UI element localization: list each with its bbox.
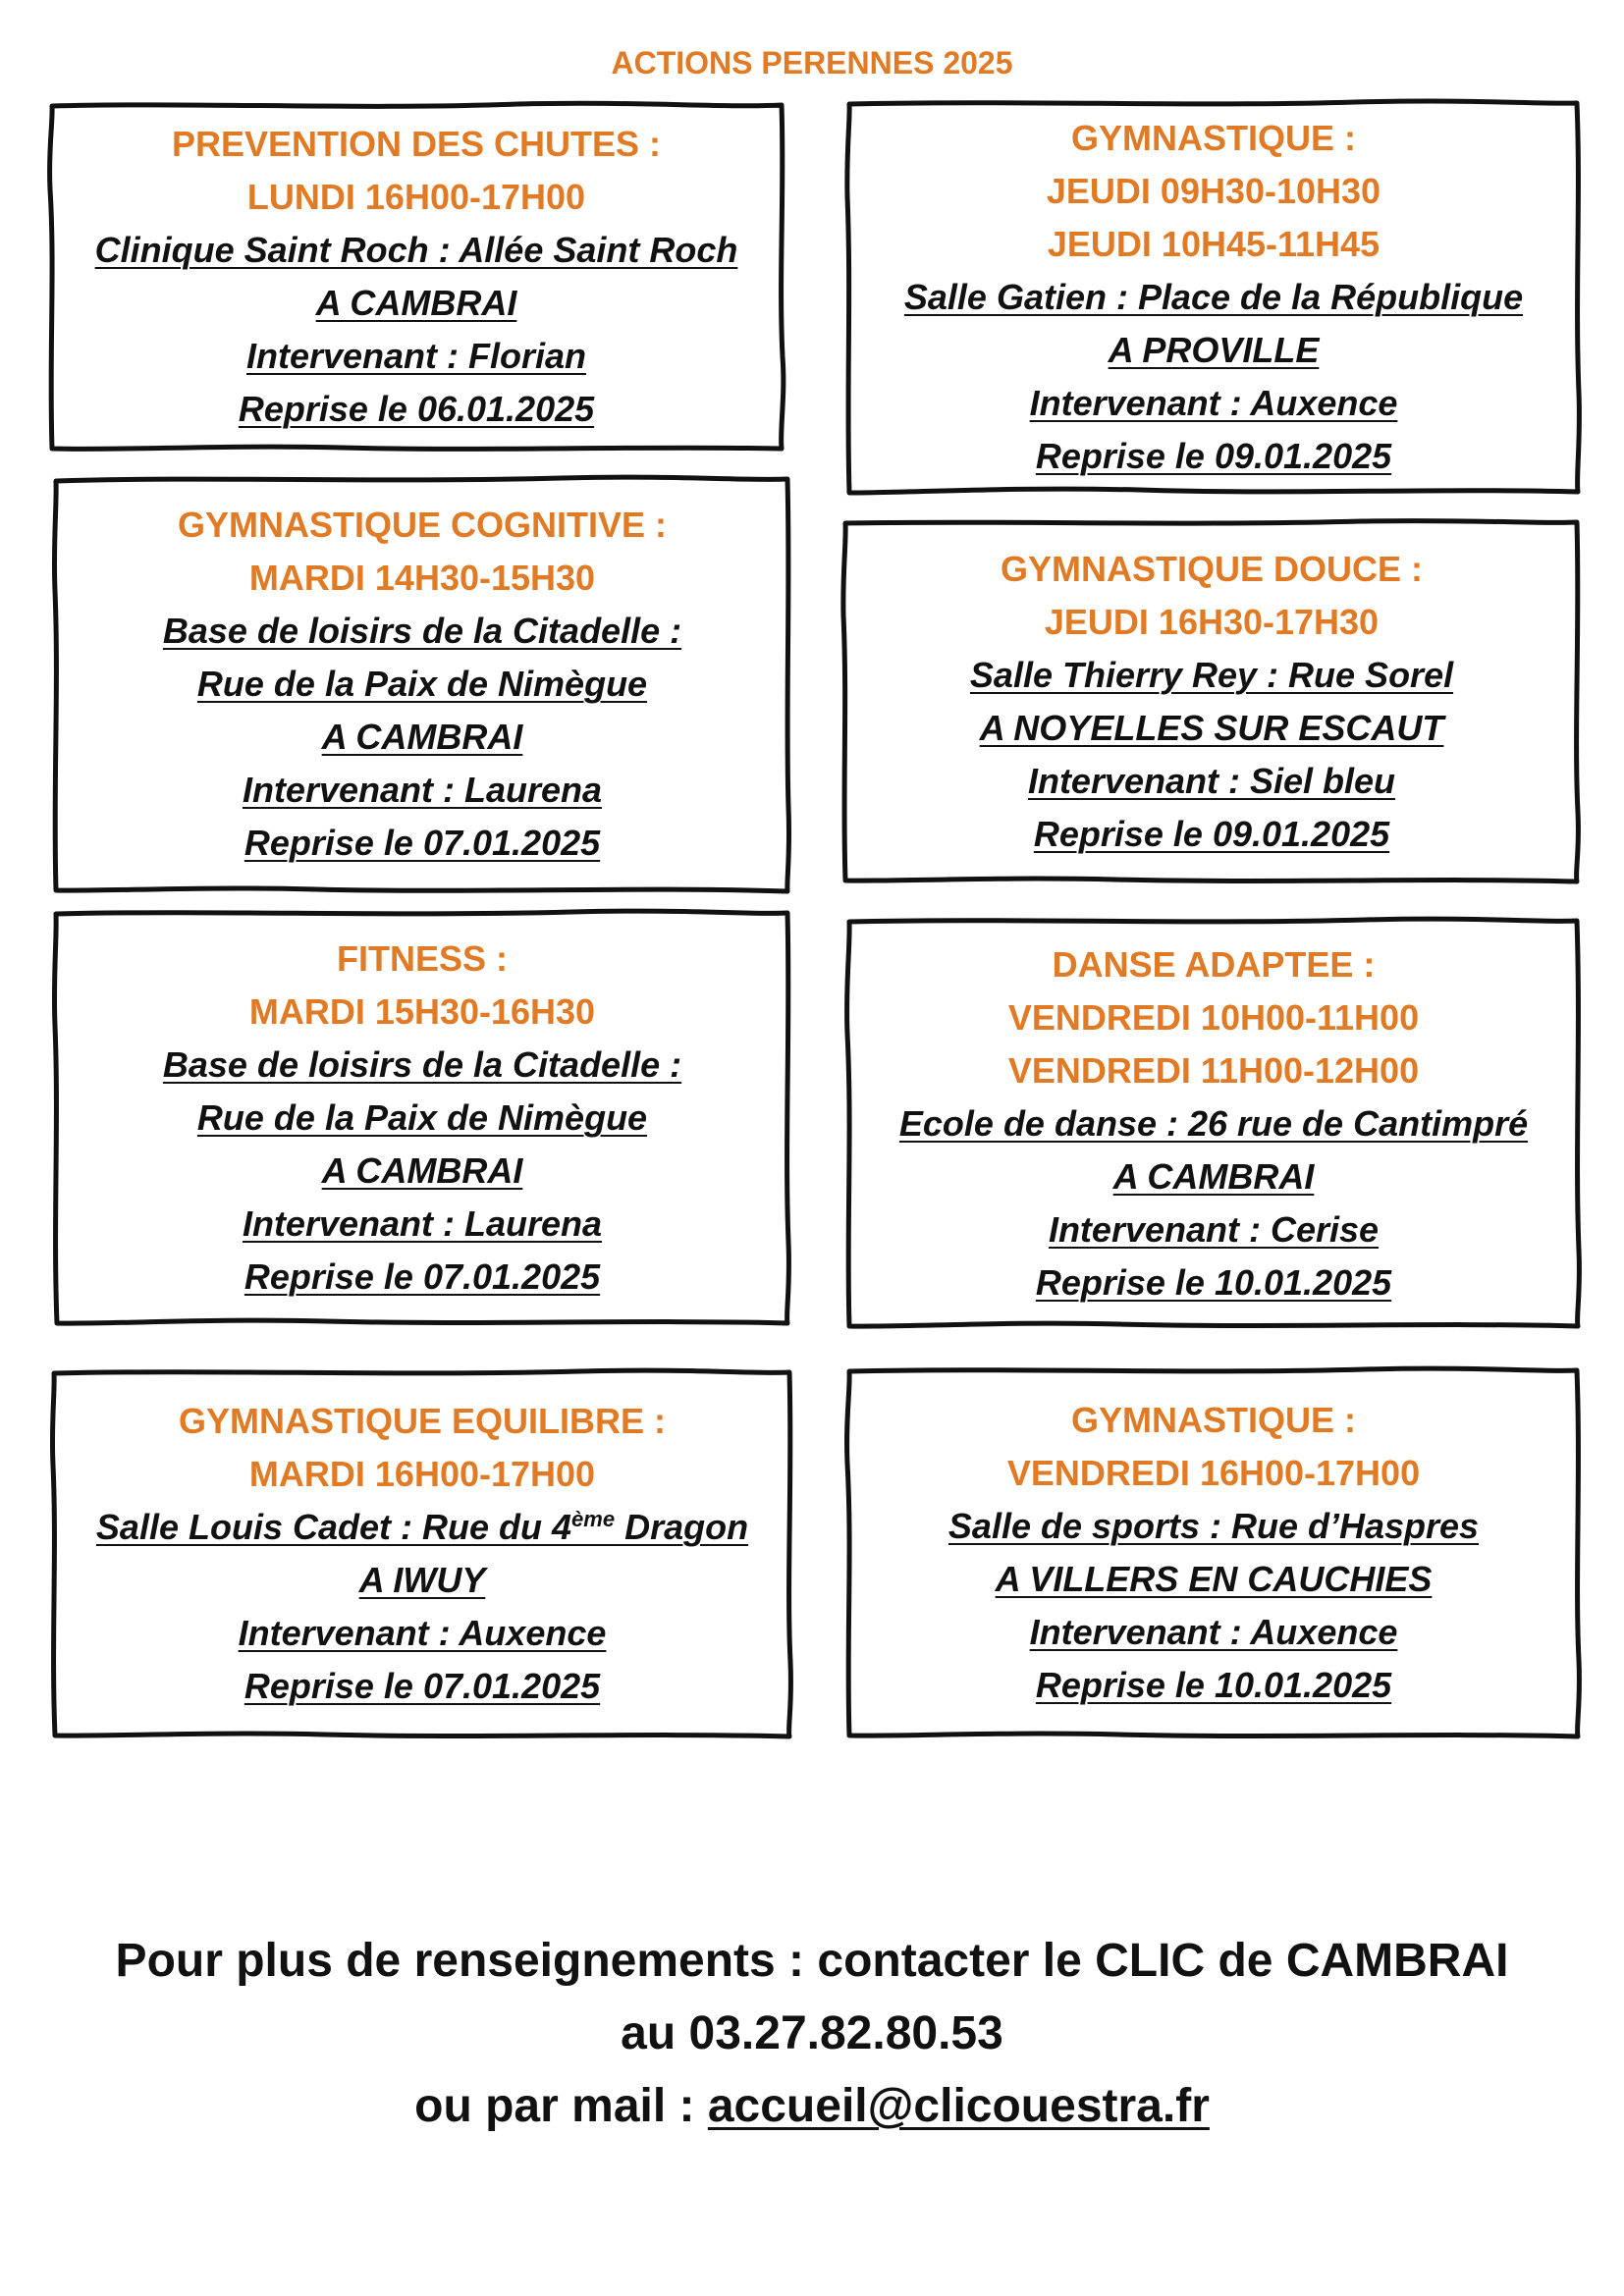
card-title: GYMNASTIQUE DOUCE : <box>1000 548 1423 589</box>
activity-card-prevention-chutes <box>47 101 785 453</box>
card-schedule: JEUDI 10H45-11H45 <box>1047 224 1380 264</box>
card-city: A PROVILLE <box>1108 330 1320 370</box>
card-location: Salle Louis Cadet : Rue du 4ème Dragon <box>95 1507 749 1547</box>
card-location: Base de loisirs de la Citadelle : <box>162 1044 682 1085</box>
activity-card-fitness <box>51 908 793 1328</box>
card-schedule: MARDI 14H30-15H30 <box>248 558 596 598</box>
activity-card-gymnastique-douce <box>840 517 1583 885</box>
card-instructor: Intervenant : Siel bleu <box>1027 760 1396 801</box>
contact-email-line <box>0 2079 1624 2133</box>
card-instructor: Intervenant : Laurena <box>242 1203 603 1244</box>
card-schedule: VENDREDI 10H00-11H00 <box>1007 996 1420 1038</box>
card-location: Base de loisirs de la Citadelle : <box>162 611 682 651</box>
card-location: Rue de la Paix de Nimègue <box>196 1097 648 1138</box>
card-city: A CAMBRAI <box>315 283 517 323</box>
card-schedule: VENDREDI 11H00-12H00 <box>1007 1049 1420 1091</box>
card-city: A VILLERS EN CAUCHIES <box>995 1559 1433 1599</box>
card-schedule: JEUDI 09H30-10H30 <box>1046 171 1381 211</box>
card-instructor: Intervenant : Florian <box>245 336 587 376</box>
card-title: FITNESS : <box>336 938 508 979</box>
card-instructor: Intervenant : Auxence <box>1029 1612 1398 1652</box>
card-city: A CAMBRAI <box>321 717 523 757</box>
activity-card-gymnastique-cognitive <box>51 473 793 895</box>
card-location: Salle Thierry Rey : Rue Sorel <box>969 654 1454 695</box>
card-schedule: MARDI 15H30-16H30 <box>248 991 596 1032</box>
card-resume-date: Reprise le 07.01.2025 <box>244 1666 601 1706</box>
card-resume-date: Reprise le 07.01.2025 <box>244 1256 601 1297</box>
card-resume-date: Reprise le 10.01.2025 <box>1035 1261 1392 1303</box>
card-title: PREVENTION DES CHUTES : <box>171 124 662 164</box>
card-title: GYMNASTIQUE : <box>1070 118 1356 158</box>
email-link[interactable]: accueil@clicouestra.fr <box>707 2080 1210 2132</box>
card-title: GYMNASTIQUE : <box>1070 1400 1356 1440</box>
card-city: A IWUY <box>358 1560 486 1600</box>
card-title: GYMNASTIQUE EQUILIBRE : <box>178 1401 667 1441</box>
card-schedule: LUNDI 16H00-17H00 <box>246 177 586 217</box>
card-location: Ecole de danse : 26 rue de Cantimpré <box>898 1102 1529 1144</box>
card-instructor: Intervenant : Laurena <box>242 770 603 810</box>
card-resume-date: Reprise le 09.01.2025 <box>1035 436 1392 476</box>
card-resume-date: Reprise le 06.01.2025 <box>238 389 595 429</box>
card-schedule: JEUDI 16H30-17H30 <box>1044 601 1380 642</box>
activity-card-danse-adaptee <box>844 916 1583 1331</box>
card-location: Salle Gatien : Place de la République <box>903 277 1524 317</box>
card-instructor: Intervenant : Cerise <box>1048 1208 1380 1250</box>
card-schedule: VENDREDI 16H00-17H00 <box>1006 1453 1421 1493</box>
contact-info-line: Pour plus de renseignements : contacter le CLIC de CAMBRAI <box>115 1935 1509 1987</box>
card-schedule: MARDI 16H00-17H00 <box>248 1454 596 1494</box>
card-resume-date: Reprise le 07.01.2025 <box>244 823 601 863</box>
card-title: GYMNASTIQUE COGNITIVE : <box>177 505 668 545</box>
card-location: Rue de la Paix de Nimègue <box>196 664 648 704</box>
activity-card-gymnastique-equilibre <box>49 1367 795 1740</box>
contact-phone-line: au 03.27.82.80.53 <box>621 2007 1003 2059</box>
card-resume-date: Reprise le 10.01.2025 <box>1035 1665 1392 1705</box>
card-location: Salle de sports : Rue d’Haspres <box>947 1506 1480 1546</box>
activity-card-gymnastique-villers <box>844 1365 1583 1740</box>
card-city: A NOYELLES SUR ESCAUT <box>979 707 1444 748</box>
card-city: A CAMBRAI <box>321 1150 523 1191</box>
card-instructor: Intervenant : Auxence <box>238 1613 607 1653</box>
card-resume-date: Reprise le 09.01.2025 <box>1033 813 1390 854</box>
card-city: A CAMBRAI <box>1112 1155 1315 1197</box>
activity-card-gymnastique-proville <box>844 98 1583 497</box>
page-title: ACTIONS PERENNES 2025 <box>611 45 1013 80</box>
card-instructor: Intervenant : Auxence <box>1029 383 1398 423</box>
card-location: Clinique Saint Roch : Allée Saint Roch <box>94 230 738 270</box>
contact-email-prefix: ou par mail : <box>414 2080 708 2132</box>
card-title: DANSE ADAPTEE : <box>1052 943 1376 985</box>
